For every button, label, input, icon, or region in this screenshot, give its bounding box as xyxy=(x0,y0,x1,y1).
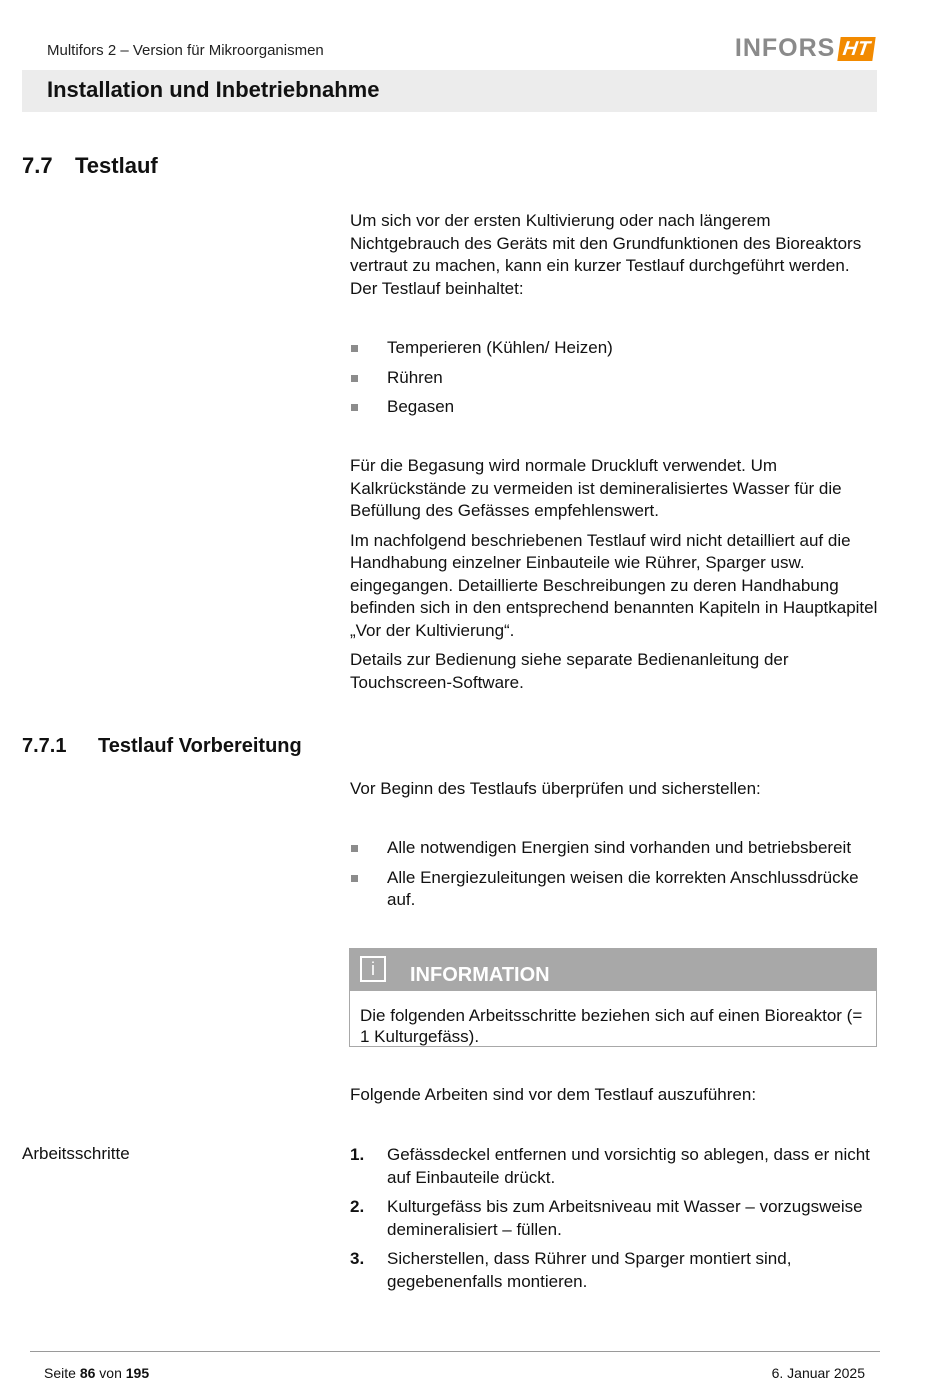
testlauf-bullet-list xyxy=(350,337,878,426)
list-item: Alle notwendigen Energien sind vorhanden und betriebsbereit xyxy=(350,837,878,860)
section-number: 7.7 xyxy=(22,153,53,178)
information-text: Die folgenden Arbeitsschritte beziehen sich auf einen Bioreaktor (= 1 Kulturgefäss). xyxy=(360,1006,863,1046)
list-item xyxy=(350,1144,878,1189)
footer-date: 6. Januar 2025 xyxy=(771,1365,865,1381)
footer-divider xyxy=(30,1351,880,1352)
list-item xyxy=(350,1248,878,1293)
information-label: INFORMATION xyxy=(410,964,550,986)
list-item: Begasen xyxy=(350,396,878,419)
subsection-heading xyxy=(22,735,302,758)
steps-list xyxy=(350,1144,878,1300)
step-number: 1. xyxy=(350,1145,365,1164)
information-box xyxy=(349,948,877,1047)
step-number: 3. xyxy=(350,1249,365,1268)
step-text: Kulturgefäss bis zum Arbeitsniveau mit Wasser – vorzugsweise demineralisiert – füllen. xyxy=(387,1197,863,1239)
bullet-square-icon xyxy=(351,845,358,852)
steps-intro: Folgende Arbeiten sind vor dem Testlauf auszuführen: xyxy=(350,1085,757,1104)
subsection-number: 7.7.1 xyxy=(22,735,67,757)
list-item: Alle Energiezuleitungen weisen die korrekten Anschlussdrücke auf. xyxy=(350,867,878,912)
bullet-square-icon xyxy=(351,404,358,411)
section-intro xyxy=(350,210,878,300)
subsection-title: Testlauf Vorbereitung xyxy=(98,735,302,757)
information-header xyxy=(350,949,876,991)
section-paragraphs xyxy=(350,455,878,694)
chapter-title: Installation und Inbetriebnahme xyxy=(47,77,380,102)
list-item xyxy=(350,1196,878,1241)
logo-badge: HT xyxy=(838,37,876,61)
info-icon: i xyxy=(360,956,386,982)
page-number: Seite 86 von 195 xyxy=(44,1365,150,1381)
list-item: Rühren xyxy=(350,367,878,390)
step-text: Gefässdeckel entfernen und vorsichtig so ablegen, dass er nicht auf Einbauteile drückt. xyxy=(387,1145,870,1187)
paragraph-begasung: Für die Begasung wird normale Druckluft verwendet. Um Kalkrückstände zu vermeiden ist demineralisiertes Wasser für die Befüllung des Gefässes empfehlenswert. xyxy=(350,456,842,520)
intro-paragraph: Um sich vor der ersten Kultivierung oder nach längerem Nichtgebrauch des Geräts mit den Grundfunktionen des Bioreaktors vertraut zu machen, kann ein kurzer Testlauf durchgeführt werden. Der Testlauf beinhaltet: xyxy=(350,211,862,298)
step-text: Sicherstellen, dass Rührer und Sparger montiert sind, gegebenenfalls montieren. xyxy=(387,1249,792,1291)
infors-logo xyxy=(735,34,874,63)
paragraph-einbauteile: Im nachfolgend beschriebenen Testlauf wird nicht detailliert auf die Handhabung einzelner Einbauteile wie Rührer, Sparger usw. eingegangen. Detaillierte Beschreibungen zu deren Handhabung befinden sich in den entsprechend benannten Kapiteln in Hauptkapitel „Vor der Kultivierung“. xyxy=(350,530,878,640)
bullet-square-icon xyxy=(351,875,358,882)
check-bullet-list xyxy=(350,837,878,919)
paragraph-bedienung: Details zur Bedienung siehe separate Bedienanleitung der Touchscreen-Software. xyxy=(350,650,789,692)
document-title: Multifors 2 – Version für Mikroorganismen xyxy=(47,42,324,59)
steps-side-label: Arbeitsschritte xyxy=(22,1144,130,1163)
logo-text: INFORS xyxy=(734,34,836,62)
section-title: Testlauf xyxy=(75,153,158,178)
bullet-square-icon xyxy=(351,375,358,382)
section-heading xyxy=(22,153,158,179)
subsection-intro: Vor Beginn des Testlaufs überprüfen und sicherstellen: xyxy=(350,779,761,798)
step-number: 2. xyxy=(350,1197,365,1216)
bullet-square-icon xyxy=(351,345,358,352)
list-item: Temperieren (Kühlen/ Heizen) xyxy=(350,337,878,360)
